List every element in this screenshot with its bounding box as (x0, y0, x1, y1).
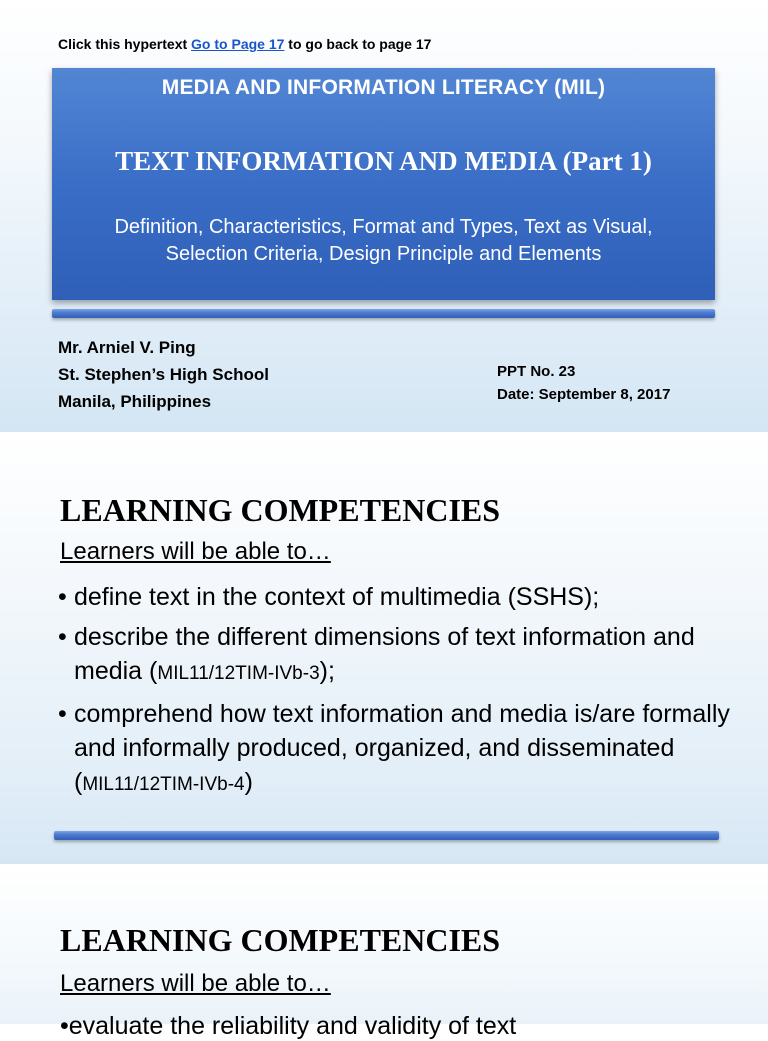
divider-rule (54, 831, 719, 840)
author-name: Mr. Arniel V. Ping (58, 338, 196, 357)
competency-code: MIL11/12TIM-IVb-3 (157, 663, 320, 684)
slide-subtitle (64, 214, 703, 268)
author-location: Manila, Philippines (58, 392, 212, 411)
course-title: MEDIA AND INFORMATION LITERACY (MIL) (161, 76, 606, 99)
competency-item: • comprehend how text information and media is/are formally and informally produced, organized, and disseminated (MIL11/12TIM-IVb-4) (58, 700, 730, 796)
slide-title-part: (Part 1) (562, 146, 652, 176)
competencies-intro: Learners will be able to… (60, 538, 331, 565)
hypertext-suffix: to go back to page 17 (284, 36, 432, 52)
title-slide (0, 0, 768, 432)
competencies-list (58, 580, 758, 808)
competencies-title: LEARNING COMPETENCIES (60, 922, 501, 958)
competency-item-partial: •evaluate the reliability and validity of text (60, 1012, 517, 1040)
competency-code: MIL11/12TIM-IVb-4 (82, 774, 245, 795)
subtitle-line-2: Selection Criteria, Design Principle and Elements (165, 243, 602, 265)
ppt-number: PPT No. 23 (497, 363, 576, 380)
hypertext-prefix: Click this hypertext (58, 36, 192, 52)
slide-title (52, 146, 715, 177)
ppt-info (497, 360, 670, 406)
competencies-title: LEARNING COMPETENCIES (60, 492, 501, 528)
competency-item: • define text in the context of multimedia (SSHS); (58, 583, 600, 611)
title-box (52, 68, 715, 300)
competency-item: • describe the different dimensions of text information and media (MIL11/12TIM-IVb-3); (58, 623, 695, 685)
competencies-slide (0, 432, 768, 864)
competencies-slide-continued (0, 864, 768, 1040)
competencies-intro: Learners will be able to… (60, 970, 331, 997)
slide-title-main: TEXT INFORMATION AND MEDIA (115, 146, 563, 176)
author-block (58, 334, 269, 415)
ppt-date: Date: September 8, 2017 (497, 386, 671, 403)
hypertext-line (58, 36, 431, 52)
author-school: St. Stephen’s High School (58, 365, 269, 384)
divider-rule (52, 309, 715, 318)
subtitle-line-1: Definition, Characteristics, Format and Types, Text as Visual, (114, 216, 653, 238)
go-to-page-17-link[interactable]: Go to Page 17 (191, 36, 285, 52)
